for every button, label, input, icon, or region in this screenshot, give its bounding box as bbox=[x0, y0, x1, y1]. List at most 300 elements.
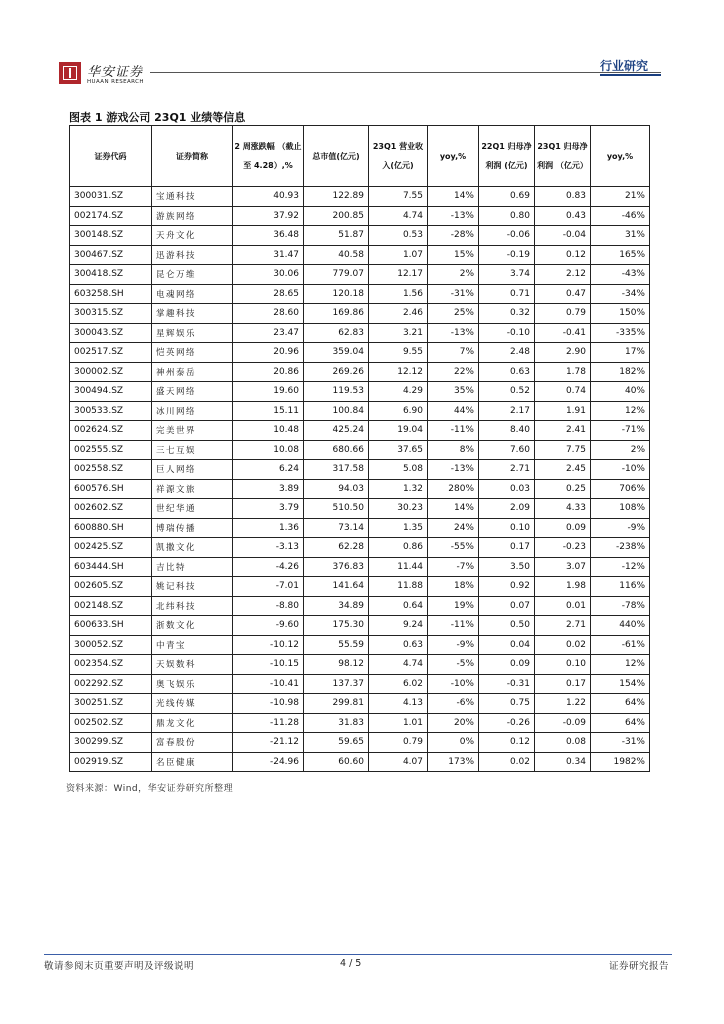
value-cell: -10.41 bbox=[233, 674, 304, 694]
page-number: 4 / 5 bbox=[340, 958, 362, 969]
value-cell: 2.71 bbox=[535, 616, 591, 636]
value-cell: 0.07 bbox=[479, 596, 535, 616]
value-cell: 0.47 bbox=[535, 284, 591, 304]
value-cell: 25% bbox=[428, 304, 479, 324]
table-row bbox=[70, 635, 650, 655]
value-cell: 0.12 bbox=[535, 245, 591, 265]
security-name-cell: 名臣健康 bbox=[152, 752, 233, 772]
section-underline bbox=[600, 74, 661, 76]
value-cell: -0.26 bbox=[479, 713, 535, 733]
value-cell: -12% bbox=[591, 557, 650, 577]
table-row bbox=[70, 323, 650, 343]
value-cell: 1.78 bbox=[535, 362, 591, 382]
value-cell: -11% bbox=[428, 421, 479, 441]
value-cell: 2% bbox=[591, 440, 650, 460]
security-code-cell: 300002.SZ bbox=[70, 362, 152, 382]
value-cell: 62.83 bbox=[304, 323, 369, 343]
value-cell: -78% bbox=[591, 596, 650, 616]
value-cell: 2.71 bbox=[479, 460, 535, 480]
value-cell: 0.09 bbox=[479, 655, 535, 675]
table-row bbox=[70, 518, 650, 538]
table-row bbox=[70, 694, 650, 714]
security-name-cell: 巨人网络 bbox=[152, 460, 233, 480]
table-row bbox=[70, 226, 650, 246]
value-cell: 8.40 bbox=[479, 421, 535, 441]
value-cell: 0.63 bbox=[369, 635, 428, 655]
column-header: 2 周涨跌幅 （截止至 4.28）,% bbox=[233, 126, 304, 187]
security-code-cell: 002555.SZ bbox=[70, 440, 152, 460]
security-code-cell: 002502.SZ bbox=[70, 713, 152, 733]
value-cell: 7.55 bbox=[369, 187, 428, 207]
security-code-cell: 603444.SH bbox=[70, 557, 152, 577]
value-cell: 4.74 bbox=[369, 655, 428, 675]
value-cell: 3.50 bbox=[479, 557, 535, 577]
value-cell: 0.71 bbox=[479, 284, 535, 304]
value-cell: 2.48 bbox=[479, 343, 535, 363]
value-cell: -8.80 bbox=[233, 596, 304, 616]
footer-report-type: 证券研究报告 bbox=[609, 961, 670, 972]
value-cell: 31.47 bbox=[233, 245, 304, 265]
security-name-cell: 吉比特 bbox=[152, 557, 233, 577]
value-cell: -10.98 bbox=[233, 694, 304, 714]
footer-disclaimer: 敬请参阅末页重要声明及评级说明 bbox=[44, 961, 195, 972]
huaan-logo-icon bbox=[59, 62, 81, 84]
value-cell: -0.10 bbox=[479, 323, 535, 343]
table-body bbox=[70, 187, 650, 772]
value-cell: 40% bbox=[591, 382, 650, 402]
value-cell: -0.19 bbox=[479, 245, 535, 265]
security-code-cell: 002624.SZ bbox=[70, 421, 152, 441]
table-row bbox=[70, 577, 650, 597]
value-cell: 12% bbox=[591, 655, 650, 675]
value-cell: 706% bbox=[591, 479, 650, 499]
table-row bbox=[70, 616, 650, 636]
value-cell: -9.60 bbox=[233, 616, 304, 636]
value-cell: 6.02 bbox=[369, 674, 428, 694]
value-cell: -43% bbox=[591, 265, 650, 285]
value-cell: 0.25 bbox=[535, 479, 591, 499]
column-header: 22Q1 归母净利润 (亿元) bbox=[479, 126, 535, 187]
value-cell: 35% bbox=[428, 382, 479, 402]
value-cell: 0.10 bbox=[535, 655, 591, 675]
security-name-cell: 恺英网络 bbox=[152, 343, 233, 363]
value-cell: 37.65 bbox=[369, 440, 428, 460]
value-cell: 2.09 bbox=[479, 499, 535, 519]
value-cell: 5.08 bbox=[369, 460, 428, 480]
value-cell: 280% bbox=[428, 479, 479, 499]
value-cell: -11.28 bbox=[233, 713, 304, 733]
security-name-cell: 掌趣科技 bbox=[152, 304, 233, 324]
value-cell: 64% bbox=[591, 694, 650, 714]
value-cell: 4.07 bbox=[369, 752, 428, 772]
value-cell: 21% bbox=[591, 187, 650, 207]
value-cell: 30.06 bbox=[233, 265, 304, 285]
value-cell: 15% bbox=[428, 245, 479, 265]
value-cell: 14% bbox=[428, 187, 479, 207]
value-cell: 3.07 bbox=[535, 557, 591, 577]
value-cell: 2% bbox=[428, 265, 479, 285]
value-cell: 0.10 bbox=[479, 518, 535, 538]
security-name-cell: 中青宝 bbox=[152, 635, 233, 655]
value-cell: -5% bbox=[428, 655, 479, 675]
security-name-cell: 星辉娱乐 bbox=[152, 323, 233, 343]
security-code-cell: 600633.SH bbox=[70, 616, 152, 636]
table-row bbox=[70, 421, 650, 441]
value-cell: 4.13 bbox=[369, 694, 428, 714]
table-row bbox=[70, 382, 650, 402]
value-cell: 23.47 bbox=[233, 323, 304, 343]
security-code-cell: 600576.SH bbox=[70, 479, 152, 499]
logo-text: 华安证券 bbox=[87, 65, 144, 80]
table-row bbox=[70, 304, 650, 324]
value-cell: -3.13 bbox=[233, 538, 304, 558]
table-header-row bbox=[70, 126, 650, 187]
value-cell: 680.66 bbox=[304, 440, 369, 460]
column-header: yoy,% bbox=[591, 126, 650, 187]
security-code-cell: 300299.SZ bbox=[70, 733, 152, 753]
value-cell: 1982% bbox=[591, 752, 650, 772]
value-cell: -31% bbox=[428, 284, 479, 304]
table-row bbox=[70, 557, 650, 577]
header-divider bbox=[150, 72, 661, 73]
value-cell: 20% bbox=[428, 713, 479, 733]
security-code-cell: 002558.SZ bbox=[70, 460, 152, 480]
security-name-cell: 奥飞娱乐 bbox=[152, 674, 233, 694]
value-cell: 40.58 bbox=[304, 245, 369, 265]
table-row bbox=[70, 245, 650, 265]
security-name-cell: 天舟文化 bbox=[152, 226, 233, 246]
column-header: 23Q1 归母净利润 （亿元） bbox=[535, 126, 591, 187]
value-cell: 0.08 bbox=[535, 733, 591, 753]
value-cell: 0.80 bbox=[479, 206, 535, 226]
security-code-cell: 300251.SZ bbox=[70, 694, 152, 714]
security-code-cell: 600880.SH bbox=[70, 518, 152, 538]
value-cell: -13% bbox=[428, 206, 479, 226]
value-cell: 2.45 bbox=[535, 460, 591, 480]
value-cell: 30.23 bbox=[369, 499, 428, 519]
value-cell: 8% bbox=[428, 440, 479, 460]
security-code-cell: 300031.SZ bbox=[70, 187, 152, 207]
value-cell: -10% bbox=[428, 674, 479, 694]
table-row bbox=[70, 460, 650, 480]
security-name-cell: 世纪华通 bbox=[152, 499, 233, 519]
value-cell: 55.59 bbox=[304, 635, 369, 655]
value-cell: 1.98 bbox=[535, 577, 591, 597]
value-cell: 0.74 bbox=[535, 382, 591, 402]
value-cell: 1.35 bbox=[369, 518, 428, 538]
value-cell: -10% bbox=[591, 460, 650, 480]
value-cell: 175.30 bbox=[304, 616, 369, 636]
security-name-cell: 昆仑万维 bbox=[152, 265, 233, 285]
value-cell: 779.07 bbox=[304, 265, 369, 285]
value-cell: 1.32 bbox=[369, 479, 428, 499]
value-cell: 1.56 bbox=[369, 284, 428, 304]
value-cell: 7.75 bbox=[535, 440, 591, 460]
section-label: 行业研究 bbox=[600, 59, 649, 73]
value-cell: 10.48 bbox=[233, 421, 304, 441]
column-header: 证券代码 bbox=[70, 126, 152, 187]
value-cell: 0% bbox=[428, 733, 479, 753]
value-cell: -0.23 bbox=[535, 538, 591, 558]
column-header: yoy,% bbox=[428, 126, 479, 187]
value-cell: 12.12 bbox=[369, 362, 428, 382]
table-row bbox=[70, 401, 650, 421]
value-cell: 31.83 bbox=[304, 713, 369, 733]
value-cell: 169.86 bbox=[304, 304, 369, 324]
value-cell: 20.96 bbox=[233, 343, 304, 363]
footer-divider bbox=[44, 954, 672, 955]
value-cell: 0.79 bbox=[535, 304, 591, 324]
value-cell: 165% bbox=[591, 245, 650, 265]
value-cell: 0.17 bbox=[535, 674, 591, 694]
value-cell: 0.86 bbox=[369, 538, 428, 558]
security-code-cell: 002605.SZ bbox=[70, 577, 152, 597]
value-cell: 200.85 bbox=[304, 206, 369, 226]
table-row bbox=[70, 284, 650, 304]
value-cell: 137.37 bbox=[304, 674, 369, 694]
value-cell: 4.33 bbox=[535, 499, 591, 519]
security-code-cell: 002148.SZ bbox=[70, 596, 152, 616]
value-cell: 7.60 bbox=[479, 440, 535, 460]
value-cell: -28% bbox=[428, 226, 479, 246]
security-name-cell: 姚记科技 bbox=[152, 577, 233, 597]
security-name-cell: 宝通科技 bbox=[152, 187, 233, 207]
value-cell: 1.91 bbox=[535, 401, 591, 421]
logo-subtext: HUAAN RESEARCH bbox=[87, 79, 144, 85]
value-cell: 376.83 bbox=[304, 557, 369, 577]
value-cell: 22% bbox=[428, 362, 479, 382]
value-cell: -10.15 bbox=[233, 655, 304, 675]
security-name-cell: 神州泰岳 bbox=[152, 362, 233, 382]
security-name-cell: 盛天网络 bbox=[152, 382, 233, 402]
value-cell: 19.60 bbox=[233, 382, 304, 402]
value-cell: 10.08 bbox=[233, 440, 304, 460]
table-row bbox=[70, 362, 650, 382]
value-cell: 59.65 bbox=[304, 733, 369, 753]
table-row bbox=[70, 499, 650, 519]
value-cell: 0.79 bbox=[369, 733, 428, 753]
value-cell: -61% bbox=[591, 635, 650, 655]
value-cell: -13% bbox=[428, 323, 479, 343]
value-cell: 0.64 bbox=[369, 596, 428, 616]
security-name-cell: 天娱数科 bbox=[152, 655, 233, 675]
value-cell: 7% bbox=[428, 343, 479, 363]
value-cell: -34% bbox=[591, 284, 650, 304]
value-cell: 44% bbox=[428, 401, 479, 421]
value-cell: 20.86 bbox=[233, 362, 304, 382]
value-cell: 3.79 bbox=[233, 499, 304, 519]
value-cell: 119.53 bbox=[304, 382, 369, 402]
value-cell: 19.04 bbox=[369, 421, 428, 441]
value-cell: 62.28 bbox=[304, 538, 369, 558]
value-cell: -0.06 bbox=[479, 226, 535, 246]
value-cell: -9% bbox=[428, 635, 479, 655]
value-cell: 269.26 bbox=[304, 362, 369, 382]
value-cell: -335% bbox=[591, 323, 650, 343]
value-cell: 4.74 bbox=[369, 206, 428, 226]
value-cell: 9.24 bbox=[369, 616, 428, 636]
value-cell: 0.52 bbox=[479, 382, 535, 402]
security-code-cell: 002517.SZ bbox=[70, 343, 152, 363]
value-cell: 0.53 bbox=[369, 226, 428, 246]
value-cell: 0.09 bbox=[535, 518, 591, 538]
value-cell: 1.22 bbox=[535, 694, 591, 714]
value-cell: 28.60 bbox=[233, 304, 304, 324]
table-row bbox=[70, 655, 650, 675]
value-cell: -9% bbox=[591, 518, 650, 538]
value-cell: 36.48 bbox=[233, 226, 304, 246]
value-cell: 0.02 bbox=[479, 752, 535, 772]
security-code-cell: 300467.SZ bbox=[70, 245, 152, 265]
column-header: 证券简称 bbox=[152, 126, 233, 187]
value-cell: 2.12 bbox=[535, 265, 591, 285]
value-cell: 17% bbox=[591, 343, 650, 363]
table-row bbox=[70, 538, 650, 558]
column-header: 总市值(亿元) bbox=[304, 126, 369, 187]
value-cell: 359.04 bbox=[304, 343, 369, 363]
security-name-cell: 三七互娱 bbox=[152, 440, 233, 460]
source-note: 资料来源：Wind，华安证券研究所整理 bbox=[66, 784, 234, 794]
value-cell: 108% bbox=[591, 499, 650, 519]
value-cell: 94.03 bbox=[304, 479, 369, 499]
value-cell: 11.88 bbox=[369, 577, 428, 597]
value-cell: 15.11 bbox=[233, 401, 304, 421]
security-code-cell: 002425.SZ bbox=[70, 538, 152, 558]
earnings-table bbox=[69, 125, 650, 772]
value-cell: 425.24 bbox=[304, 421, 369, 441]
table-row bbox=[70, 479, 650, 499]
security-code-cell: 002292.SZ bbox=[70, 674, 152, 694]
security-name-cell: 电魂网络 bbox=[152, 284, 233, 304]
security-name-cell: 北纬科技 bbox=[152, 596, 233, 616]
value-cell: 1.01 bbox=[369, 713, 428, 733]
table-row bbox=[70, 713, 650, 733]
security-name-cell: 凯撒文化 bbox=[152, 538, 233, 558]
security-name-cell: 冰川网络 bbox=[152, 401, 233, 421]
value-cell: -4.26 bbox=[233, 557, 304, 577]
value-cell: -10.12 bbox=[233, 635, 304, 655]
security-name-cell: 游族网络 bbox=[152, 206, 233, 226]
value-cell: 0.75 bbox=[479, 694, 535, 714]
value-cell: 0.17 bbox=[479, 538, 535, 558]
value-cell: 6.90 bbox=[369, 401, 428, 421]
security-code-cell: 300533.SZ bbox=[70, 401, 152, 421]
security-name-cell: 迅游科技 bbox=[152, 245, 233, 265]
value-cell: 0.32 bbox=[479, 304, 535, 324]
value-cell: 4.29 bbox=[369, 382, 428, 402]
value-cell: -0.31 bbox=[479, 674, 535, 694]
value-cell: 150% bbox=[591, 304, 650, 324]
value-cell: 31% bbox=[591, 226, 650, 246]
security-code-cell: 002174.SZ bbox=[70, 206, 152, 226]
value-cell: -0.09 bbox=[535, 713, 591, 733]
table-row bbox=[70, 265, 650, 285]
value-cell: -11% bbox=[428, 616, 479, 636]
value-cell: 60.60 bbox=[304, 752, 369, 772]
value-cell: 1.36 bbox=[233, 518, 304, 538]
security-name-cell: 完美世界 bbox=[152, 421, 233, 441]
value-cell: 64% bbox=[591, 713, 650, 733]
value-cell: 116% bbox=[591, 577, 650, 597]
value-cell: 0.50 bbox=[479, 616, 535, 636]
security-name-cell: 浙数文化 bbox=[152, 616, 233, 636]
table-row bbox=[70, 206, 650, 226]
value-cell: 0.34 bbox=[535, 752, 591, 772]
value-cell: -31% bbox=[591, 733, 650, 753]
value-cell: -0.41 bbox=[535, 323, 591, 343]
value-cell: -6% bbox=[428, 694, 479, 714]
value-cell: 2.90 bbox=[535, 343, 591, 363]
security-code-cell: 603258.SH bbox=[70, 284, 152, 304]
value-cell: 0.92 bbox=[479, 577, 535, 597]
value-cell: 12% bbox=[591, 401, 650, 421]
value-cell: 19% bbox=[428, 596, 479, 616]
security-name-cell: 祥源文旅 bbox=[152, 479, 233, 499]
value-cell: 24% bbox=[428, 518, 479, 538]
value-cell: 2.41 bbox=[535, 421, 591, 441]
value-cell: 40.93 bbox=[233, 187, 304, 207]
value-cell: 0.02 bbox=[535, 635, 591, 655]
value-cell: -21.12 bbox=[233, 733, 304, 753]
value-cell: 51.87 bbox=[304, 226, 369, 246]
value-cell: 3.21 bbox=[369, 323, 428, 343]
value-cell: 1.07 bbox=[369, 245, 428, 265]
table-row bbox=[70, 440, 650, 460]
security-code-cell: 002602.SZ bbox=[70, 499, 152, 519]
value-cell: 0.69 bbox=[479, 187, 535, 207]
value-cell: 0.63 bbox=[479, 362, 535, 382]
value-cell: -46% bbox=[591, 206, 650, 226]
table-row bbox=[70, 187, 650, 207]
value-cell: 0.43 bbox=[535, 206, 591, 226]
value-cell: 317.58 bbox=[304, 460, 369, 480]
value-cell: 98.12 bbox=[304, 655, 369, 675]
column-header: 23Q1 营业收入(亿元) bbox=[369, 126, 428, 187]
value-cell: 182% bbox=[591, 362, 650, 382]
value-cell: -7% bbox=[428, 557, 479, 577]
value-cell: -238% bbox=[591, 538, 650, 558]
value-cell: 0.83 bbox=[535, 187, 591, 207]
value-cell: 2.46 bbox=[369, 304, 428, 324]
table-row bbox=[70, 752, 650, 772]
table-row bbox=[70, 733, 650, 753]
security-code-cell: 300315.SZ bbox=[70, 304, 152, 324]
security-name-cell: 富春股份 bbox=[152, 733, 233, 753]
value-cell: 440% bbox=[591, 616, 650, 636]
value-cell: 0.12 bbox=[479, 733, 535, 753]
value-cell: 141.64 bbox=[304, 577, 369, 597]
value-cell: 12.17 bbox=[369, 265, 428, 285]
value-cell: 28.65 bbox=[233, 284, 304, 304]
value-cell: -71% bbox=[591, 421, 650, 441]
value-cell: 2.17 bbox=[479, 401, 535, 421]
value-cell: 173% bbox=[428, 752, 479, 772]
value-cell: 6.24 bbox=[233, 460, 304, 480]
value-cell: 0.04 bbox=[479, 635, 535, 655]
value-cell: 9.55 bbox=[369, 343, 428, 363]
value-cell: -0.04 bbox=[535, 226, 591, 246]
security-name-cell: 鼎龙文化 bbox=[152, 713, 233, 733]
value-cell: -13% bbox=[428, 460, 479, 480]
security-code-cell: 300494.SZ bbox=[70, 382, 152, 402]
security-code-cell: 300418.SZ bbox=[70, 265, 152, 285]
value-cell: 154% bbox=[591, 674, 650, 694]
security-name-cell: 博瑞传播 bbox=[152, 518, 233, 538]
value-cell: -7.01 bbox=[233, 577, 304, 597]
security-code-cell: 300043.SZ bbox=[70, 323, 152, 343]
table-row bbox=[70, 596, 650, 616]
value-cell: 73.14 bbox=[304, 518, 369, 538]
